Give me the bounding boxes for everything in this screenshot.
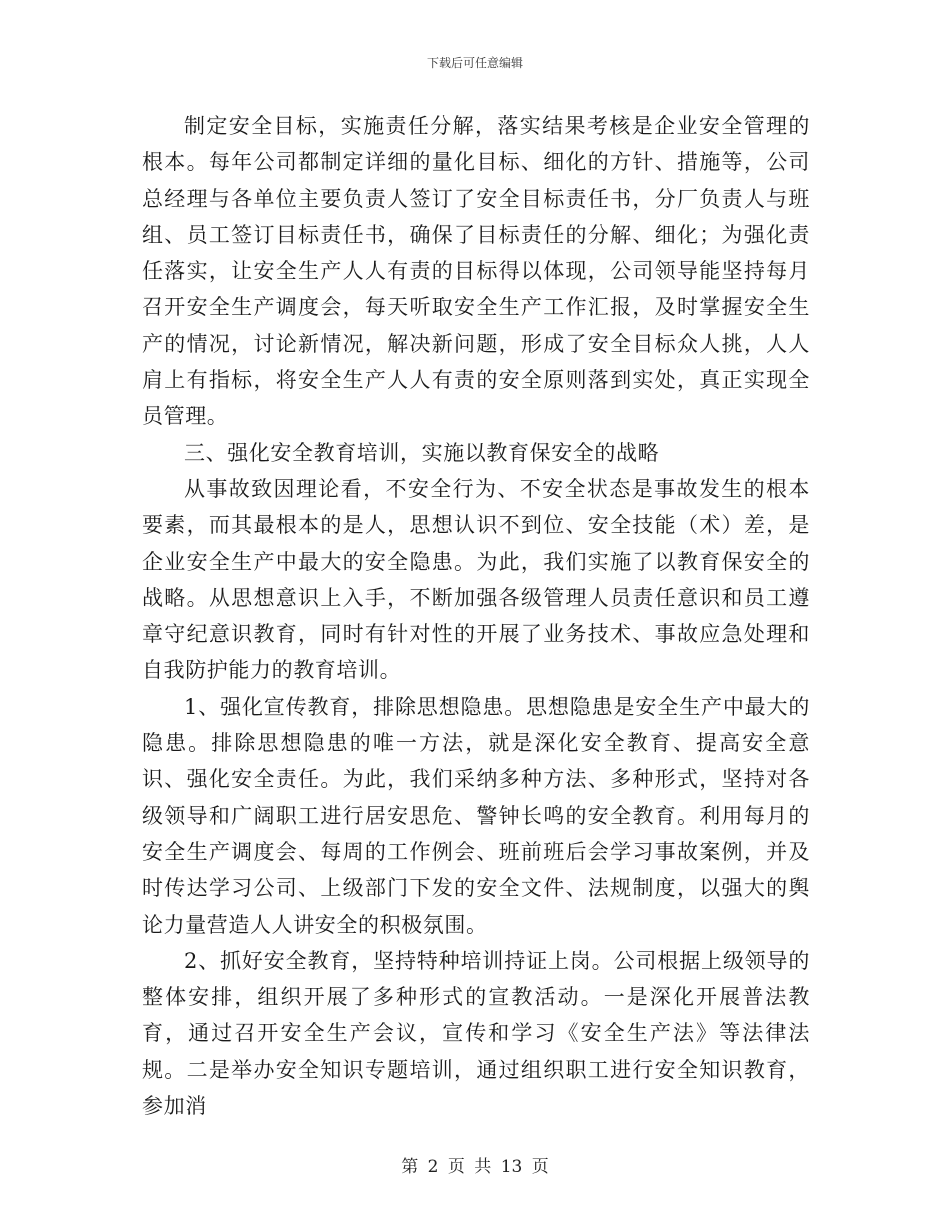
paragraph-publicity-education: 1、强化宣传教育，排除思想隐患。思想隐患是安全生产中最大的隐患。排除思想隐患的唯一方法，就是深化安全教育、提高安全意识、强化安全责任。为此，我们采纳多种方法、多种形式，坚持对各级领导和广阔职工进行居安思危、警钟长鸣的安全教育。利用每月的安全生产调度会、每周的工作例会、班前班后会学习事故案例，并及时传达学习公司、上级部门下发的安全文件、法规制度，以强大的舆论力量营造人人讲安全的积极氛围。 bbox=[142, 694, 810, 937]
paragraph-accident-theory: 从事故致因理论看，不安全行为、不安全状态是事故发生的根本要素，而其最根本的是人，思想认识不到位、安全技能（术）差，是企业安全生产中最大的安全隐患。为此，我们实施了以教育保安全的战略。从思想意识上入手，不断加强各级管理人员责任意识和员工遵章守纪意识教育，同时有针对性的开展了业务技术、事故应急处理和自我防护能力的教育培训。 bbox=[142, 476, 810, 683]
document-body bbox=[142, 108, 810, 1124]
paragraph-special-training: 2、抓好安全教育，坚持特种培训持证上岗。公司根据上级领导的整体安排，组织开展了多种形式的宣教活动。一是深化开展普法教育，通过召开安全生产会议，宣传和学习《安全生产法》等法律法规。二是举办安全知识专题培训，通过组织职工进行安全知识教育，参加消 bbox=[142, 948, 810, 1119]
page-header: 下载后可任意编辑 bbox=[426, 56, 523, 70]
page-number-footer: 第 2 页 共 13 页 bbox=[401, 1157, 549, 1177]
paragraph-safety-targets: 制定安全目标，实施责任分解，落实结果考核是企业安全管理的根本。每年公司都制定详细的量化目标、细化的方针、措施等，公司总经理与各单位主要负责人签订了安全目标责任书，分厂负责人与班组、员工签订目标责任书，确保了目标责任的分解、细化；为强化责任落实，让安全生产人人有责的目标得以体现，公司领导能坚持每月召开安全生产调度会，每天听取安全生产工作汇报，及时掌握安全生产的情况，讨论新情况，解决新问题，形成了安全目标众人挑，人人肩上有指标，将安全生产人人有责的安全原则落到实处，真正实现全员管理。 bbox=[142, 114, 810, 429]
section-heading-education: 三、强化安全教育培训，实施以教育保安全的战略 bbox=[184, 440, 660, 465]
